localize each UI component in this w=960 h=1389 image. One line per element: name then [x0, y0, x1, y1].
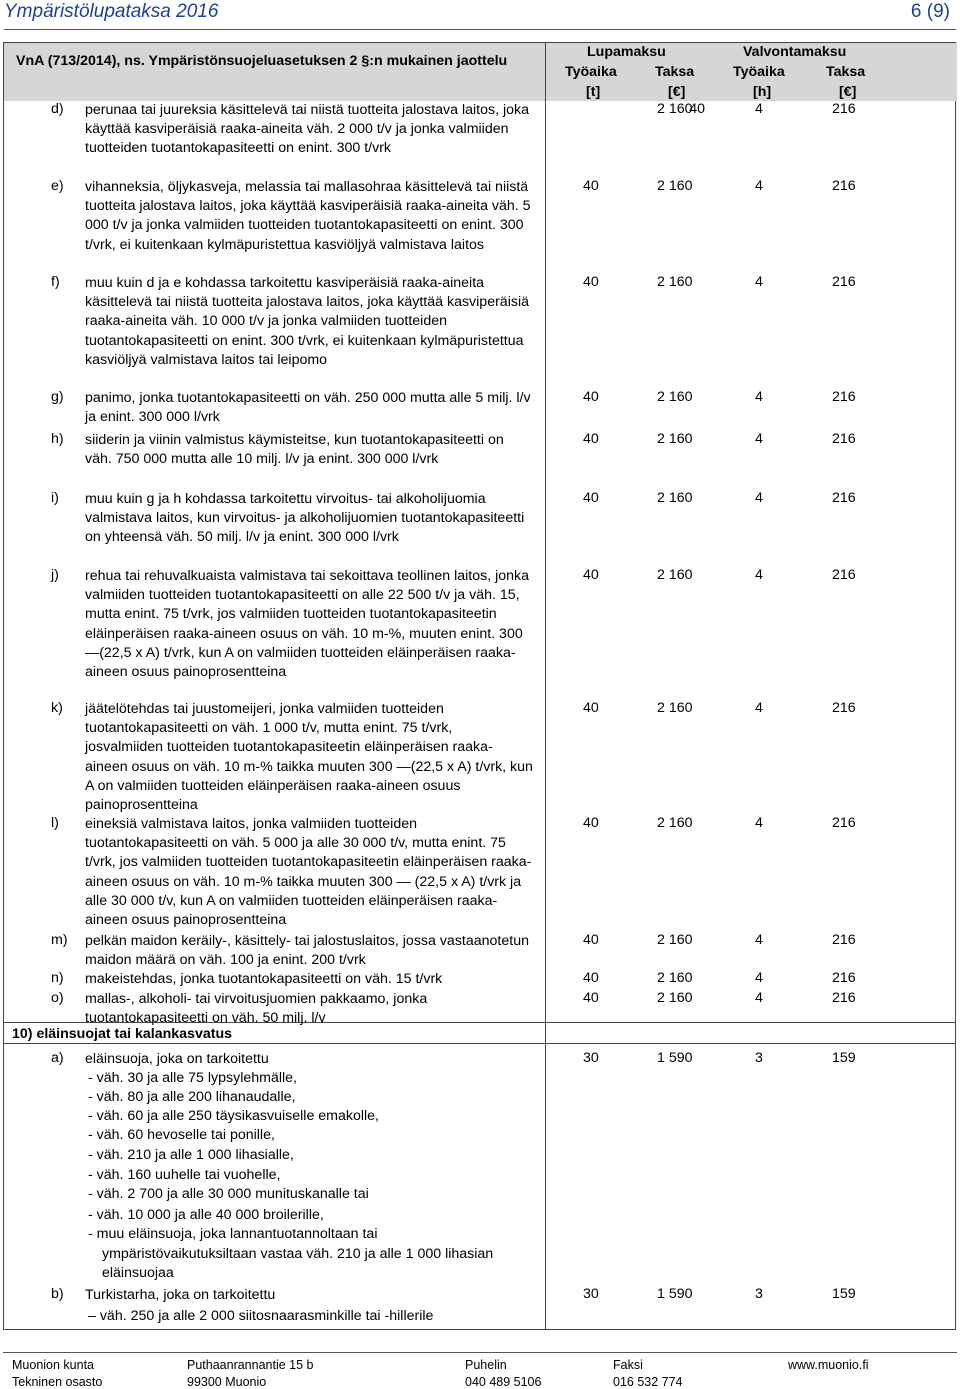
supervision-fee: 216 [832, 101, 856, 117]
supervision-fee: 216 [832, 815, 856, 831]
header-unit-h: [h] [753, 84, 772, 100]
permit-fee: 2 160 [657, 970, 693, 986]
footer-web-link[interactable]: www.muonio.fi [788, 1358, 869, 1372]
supervision-fee: 159 [832, 1286, 856, 1302]
permit-hours: 40 [583, 274, 599, 290]
supervision-fee: 216 [832, 274, 856, 290]
permit-hours: 30 [583, 1050, 599, 1066]
row-text: panimo, jonka tuotantokapasiteetti on väh. 250 000 mutta alle 5 milj. l/v ja enint. 300 000 l/vrk [85, 390, 531, 426]
supervision-hours: 4 [755, 970, 763, 986]
supervision-fee: 216 [832, 567, 856, 583]
footer-phone: 040 489 5106 [465, 1375, 542, 1389]
column-divider [545, 42, 546, 1330]
row-id: h) [51, 431, 64, 447]
supervision-fee: 216 [832, 990, 856, 1006]
permit-hours: 40 [583, 389, 599, 405]
permit-hours: 40 [583, 567, 599, 583]
row-text: makeistehdas, jonka tuotantokapasiteetti on väh. 15 t/vrk [85, 971, 443, 987]
row-id: a) [51, 1050, 64, 1066]
list-item: - väh. 80 ja alle 200 lihanaudalle, [88, 1089, 296, 1105]
row-text: Turkistarha, joka on tarkoitettu [85, 1287, 276, 1303]
permit-hours: 40 [583, 932, 599, 948]
page-footer [3, 1352, 957, 1388]
footer-street: Puthaanrannantie 15 b [187, 1358, 314, 1372]
header-taksa-1: Taksa [655, 64, 695, 80]
permit-hours: 30 [583, 1286, 599, 1302]
supervision-fee: 216 [832, 389, 856, 405]
section-divider-bottom [3, 1043, 956, 1044]
supervision-hours: 4 [755, 101, 763, 117]
header-valvontamaksu: Valvontamaksu [743, 44, 847, 60]
header-taksa-2: Taksa [826, 64, 866, 80]
permit-fee: 1 590 [657, 1286, 693, 1302]
row-id: j) [51, 567, 59, 583]
list-item: – väh. 250 ja alle 2 000 siitosnaarasminkille tai -hillerile [88, 1308, 434, 1324]
list-item: - väh. 10 000 ja alle 40 000 broilerille, [88, 1207, 324, 1223]
permit-fee: 2 160 [657, 932, 693, 948]
row-text: muu kuin d ja e kohdassa tarkoitettu kasviperäisiä raaka-aineita käsittelevä tai niistä tuotteita jalostava laitos, joka käyttää kasviperäisiä raaka-aineita väh. 10 000 t/v ja jonka valmiiden tuotteiden tuotantokapasiteetti on enint. 300 t/vrk, ei kuitenkaan kylmäpuristettua kasviöljyä valmistava laitos tai leipomo [85, 275, 529, 368]
permit-hours: 40 [583, 700, 599, 716]
row-id: e) [51, 178, 64, 194]
table-header-description: VnA (713/2014), ns. Ympäristönsuojeluasetuksen 2 §:n mukainen jaottelu [16, 53, 508, 69]
permit-fee: 2 160 [657, 178, 693, 194]
supervision-fee: 216 [832, 700, 856, 716]
row-text: muu kuin g ja h kohdassa tarkoitettu virvoitus- tai alkoholijuomia valmistava laitos, kun virvoitus- ja alkoholijuomien tuotantokapasiteetti on yhteensä väh. 50 milj. l/v ja enint. 300 000 l/vrk [85, 491, 525, 546]
list-item: - väh. 160 uuhelle tai vuohelle, [88, 1167, 281, 1183]
permit-fee: 2 160 [657, 567, 693, 583]
document-title: Ympäristölupataksa 2016 [4, 1, 219, 22]
row-id: k) [51, 700, 63, 716]
footer-dept: Tekninen osasto [12, 1375, 103, 1389]
permit-fee: 2 160 [657, 815, 693, 831]
permit-fee: 2 160 [657, 700, 693, 716]
row-text: perunaa tai juureksia käsittelevä tai niistä tuotteita jalostava laitos, joka käyttää kasviperäisiä raaka-aineita väh. 2 000 t/v ja jonka valmiiden tuotteiden tuotantokapasiteetti on enint. 300 t/vrk [85, 102, 530, 157]
row-id: d) [51, 101, 64, 117]
row-text: jäätelötehdas tai juustomeijeri, jonka valmiiden tuotteiden tuotantokapasiteetti on väh. 1 000 t/v, mutta enint. 75 t/vrk, josvalmiiden tuotteiden tuotantokapasiteetin eläinperäisen raaka-aineen osuus on väh. 10 m-% taikka muuten 300 —(22,5 x A) t/vrk, kun A on valmiiden tuotteiden eläinperäisen raaka-aineen osuus painoprosentteina [85, 701, 533, 814]
supervision-hours: 4 [755, 178, 763, 194]
footer-postal: 99300 Muonio [187, 1375, 267, 1389]
supervision-hours: 4 [755, 815, 763, 831]
list-item: - väh. 30 ja alle 75 lypsylehmälle, [88, 1070, 297, 1086]
supervision-hours: 3 [755, 1286, 763, 1302]
page-header [4, 0, 956, 30]
permit-hours: 40 [583, 490, 599, 506]
permit-hours: 40 [583, 815, 599, 831]
supervision-hours: 4 [755, 932, 763, 948]
footer-org: Muonion kunta [12, 1358, 95, 1372]
row-text: rehua tai rehuvalkuaista valmistava tai sekoittava teollinen laitos, jonka valmiiden tuotteiden tuotantokapasiteetti on alle 22 500 t/v ja väh. 15, mutta enint. 75 t/vrk, jos valmiiden tuotteiden tuotantokapasiteetin eläinperäisen raaka-aineen osuus on väh. 10 m-%, muuten enint. 300 —(22,5 x A) t/vrk, kun A on valmiiden tuotteiden eläinperäisen raaka-aineen osuus painoprosentteina [85, 568, 529, 681]
row-id: g) [51, 389, 64, 405]
permit-fee: 2 160 [657, 389, 693, 405]
page-number: 6 (9) [910, 1, 950, 22]
permit-fee: 1 590 [657, 1050, 693, 1066]
footer-fax-label: Faksi [613, 1358, 643, 1372]
row-id: o) [51, 990, 64, 1006]
header-lupamaksu: Lupamaksu [587, 44, 666, 60]
list-item: - väh. 60 hevoselle tai ponille, [88, 1127, 275, 1143]
row-id: f) [51, 274, 60, 290]
supervision-fee: 159 [832, 1050, 856, 1066]
supervision-fee: 216 [832, 431, 856, 447]
supervision-fee: 216 [832, 932, 856, 948]
supervision-hours: 4 [755, 389, 763, 405]
row-id: n) [51, 970, 64, 986]
row-id: i) [51, 490, 59, 506]
permit-fee: 2 160 [657, 101, 693, 117]
supervision-hours: 4 [755, 990, 763, 1006]
list-item: - väh. 60 ja alle 250 täysikasvuiselle emakolle, [88, 1108, 379, 1124]
permit-fee: 2 160 [657, 431, 693, 447]
permit-hours: 40 [689, 101, 705, 117]
permit-fee: 2 160 [657, 490, 693, 506]
footer-phone-label: Puhelin [465, 1358, 507, 1372]
row-text: mallas-, alkoholi- tai virvoitusjuomien pakkaamo, jonka tuotantokapasiteetti on väh. 50 milj. l/v [85, 991, 428, 1027]
row-id: b) [51, 1286, 64, 1302]
supervision-hours: 4 [755, 490, 763, 506]
supervision-hours: 3 [755, 1050, 763, 1066]
header-unit-t: [t] [586, 84, 601, 100]
row-text: eläinsuoja, joka on tarkoitettu [85, 1051, 269, 1067]
permit-hours: 40 [583, 178, 599, 194]
row-id: m) [51, 932, 68, 948]
permit-fee: 2 160 [657, 274, 693, 290]
permit-hours: 40 [583, 431, 599, 447]
permit-hours: 40 [583, 990, 599, 1006]
row-text: vihanneksia, öljykasveja, melassia tai mallasohraa käsittelevä tai niistä tuotteita jalostava laitos, joka käyttää kasviperäisiä raaka-aineita väh. 5 000 t/v ja jonka valmiiden tuotteiden tuotantokapasiteetti on enint. 300 t/vrk, ei kuitenkaan kylmäpuristettua kasviöljyä valmistava laitos [85, 179, 531, 253]
list-item: - muu eläinsuoja, joka lannantuotannoltaan tai ympäristövaikutuksiltaan vastaa väh. 210 ja alle 1 000 lihasian eläinsuojaa [88, 1226, 494, 1281]
section-title: 10) eläinsuojat tai kalankasvatus [12, 1026, 233, 1042]
row-text: siiderin ja viinin valmistus käymisteitse, kun tuotantokapasiteetti on väh. 750 000 mutta alle 10 milj. l/v ja enint. 300 000 l/vrk [85, 432, 504, 468]
row-text: eineksiä valmistava laitos, jonka valmiiden tuotteiden tuotantokapasiteetti on väh. 5 000 ja alle 30 000 t/v, mutta enint. 75 t/vrk, jos valmiiden tuotteiden tuotantokapasiteetin eläinperäisen raaka-aineen osuus on väh. 10 m-% taikka muuten 300 — (22,5 x A) t/vrk ja alle 30 000 t/v, kun A on valmiiden tuotteiden eläinperäisen raaka-aineen osuus painoprosentteina [85, 816, 532, 929]
list-item: - väh. 210 ja alle 1 000 lihasialle, [88, 1147, 294, 1163]
supervision-fee: 216 [832, 970, 856, 986]
header-tyoaika-1: Työaika [565, 64, 617, 80]
header-unit-eur2: [€] [839, 84, 857, 100]
supervision-hours: 4 [755, 567, 763, 583]
footer-fax: 016 532 774 [613, 1375, 683, 1389]
row-text: pelkän maidon keräily-, käsittely- tai jalostuslaitos, jossa vastaanotetun maidon määrä on väh. 100 ja enint. 200 t/vrk [85, 933, 529, 969]
header-tyoaika-2: Työaika [733, 64, 785, 80]
header-unit-eur: [€] [668, 84, 686, 100]
supervision-hours: 4 [755, 274, 763, 290]
supervision-fee: 216 [832, 178, 856, 194]
supervision-hours: 4 [755, 700, 763, 716]
list-item: - väh. 2 700 ja alle 30 000 munituskanalle tai [88, 1186, 369, 1202]
permit-hours: 40 [583, 970, 599, 986]
row-id: l) [51, 815, 59, 831]
permit-fee: 2 160 [657, 990, 693, 1006]
supervision-fee: 216 [832, 490, 856, 506]
supervision-hours: 4 [755, 431, 763, 447]
